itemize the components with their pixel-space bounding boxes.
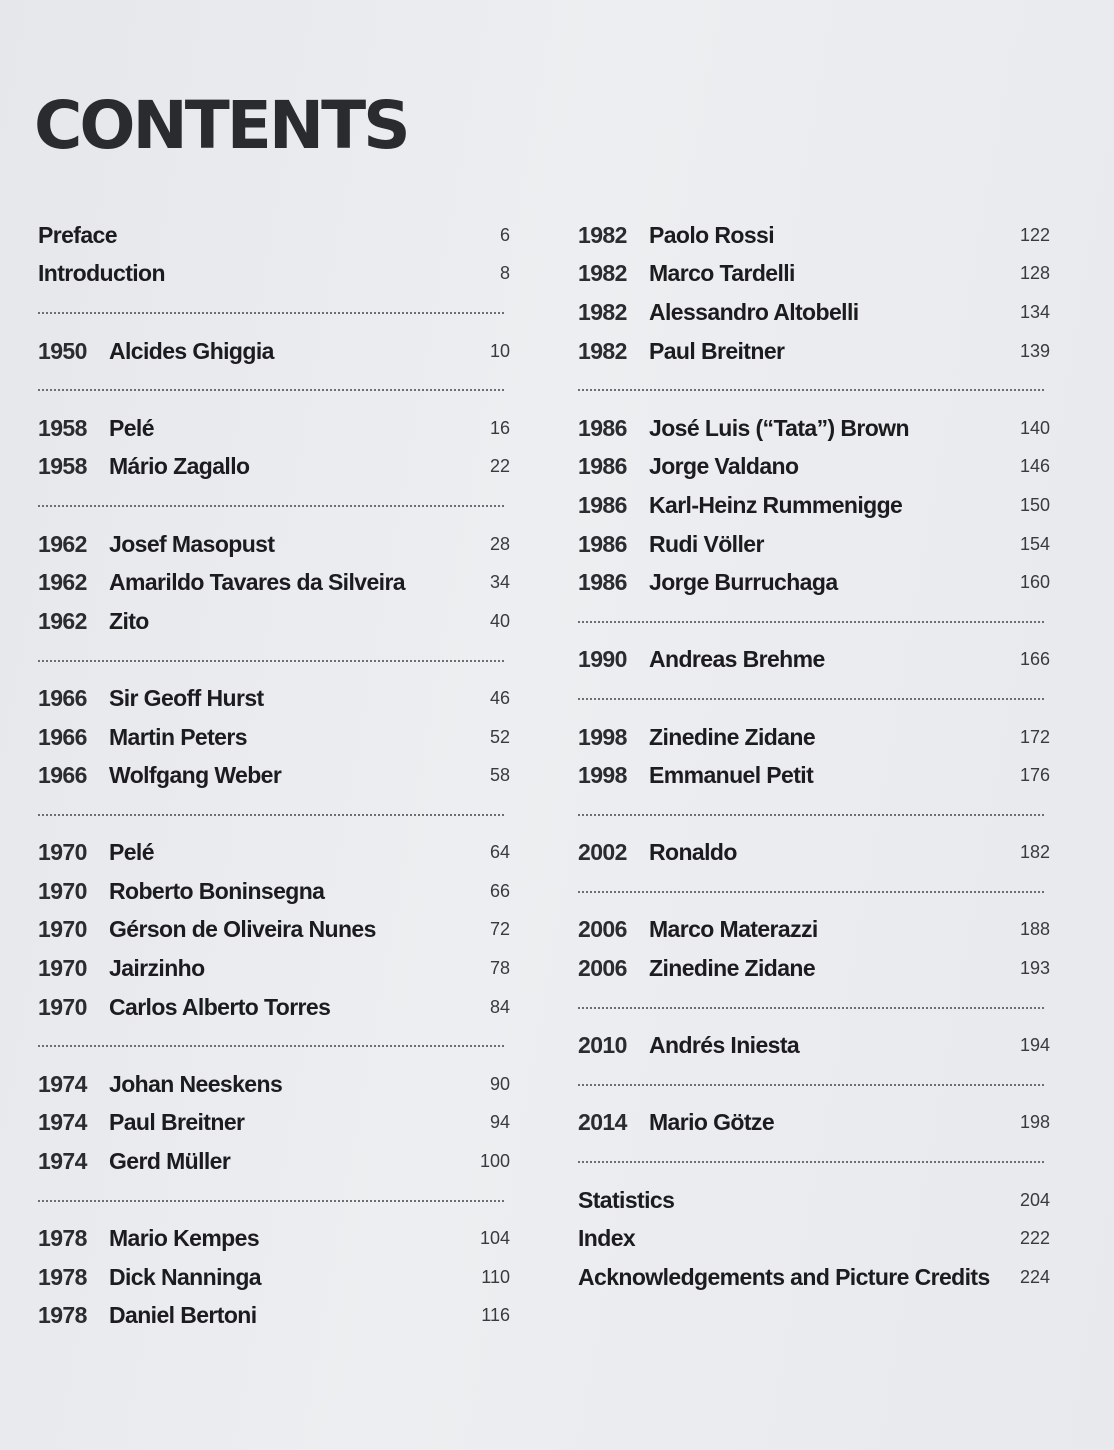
toc-entry[interactable] <box>578 949 1050 988</box>
entry-title: José Luis (“Tata”) Brown <box>649 414 909 441</box>
entry-title: Preface <box>38 221 117 248</box>
entry-year: 2014 <box>578 1109 627 1136</box>
entry-title: Acknowledgements and Picture Credits <box>578 1263 990 1290</box>
toc-entry[interactable] <box>578 911 1050 950</box>
page-title: CONTENTS <box>34 87 408 164</box>
toc-entry[interactable] <box>578 255 1050 294</box>
entry-year: 1970 <box>38 955 87 982</box>
dotted-divider <box>38 293 510 332</box>
entry-title: Marco Materazzi <box>649 916 818 943</box>
dotted-divider <box>578 795 1050 834</box>
entry-title: Sir Geoff Hurst <box>109 684 264 711</box>
entry-page-number: 66 <box>489 880 510 901</box>
toc-entry[interactable] <box>38 448 510 487</box>
entry-year: 1958 <box>38 453 87 480</box>
toc-entry[interactable] <box>578 641 1050 680</box>
entry-page-number: 46 <box>489 687 510 708</box>
entry-title: Daniel Bertoni <box>109 1302 257 1329</box>
entry-page-number: 122 <box>1019 224 1050 245</box>
entry-page-number: 154 <box>1019 533 1050 554</box>
entry-page-number: 84 <box>489 996 510 1017</box>
entry-page-number: 116 <box>481 1305 510 1326</box>
toc-entry[interactable] <box>38 255 510 294</box>
toc-entry[interactable] <box>578 332 1050 371</box>
entry-year: 1970 <box>38 916 87 943</box>
entry-title: Ronaldo <box>649 839 737 866</box>
entry-page-number: 6 <box>499 224 510 245</box>
entry-year: 1986 <box>578 530 627 557</box>
toc-entry[interactable] <box>578 409 1050 448</box>
entry-year: 1974 <box>38 1148 87 1175</box>
entry-year: 1978 <box>38 1225 87 1252</box>
dotted-divider <box>578 602 1050 641</box>
entry-title: Pelé <box>109 839 154 866</box>
entry-title: Dick Nanninga <box>109 1263 261 1290</box>
entry-year: 1978 <box>38 1263 87 1290</box>
entry-page-number: 34 <box>489 572 510 593</box>
dotted-divider <box>38 795 510 834</box>
entry-page-number: 40 <box>489 610 510 631</box>
dotted-divider <box>38 1181 510 1220</box>
entry-title: Gérson de Oliveira Nunes <box>109 916 376 943</box>
toc-entry[interactable] <box>38 949 510 988</box>
entry-title: Mário Zagallo <box>109 453 250 480</box>
entry-year: 2006 <box>578 916 627 943</box>
toc-entry[interactable] <box>38 1219 510 1258</box>
entry-page-number: 176 <box>1019 765 1050 786</box>
entry-title: Statistics <box>578 1186 675 1213</box>
dotted-divider <box>38 486 510 525</box>
toc-entry[interactable] <box>38 1142 510 1181</box>
dotted-divider <box>38 370 510 409</box>
entry-title: Introduction <box>38 260 165 287</box>
entry-year: 1998 <box>578 762 627 789</box>
entry-title: Alessandro Altobelli <box>649 298 859 325</box>
entry-page-number: 198 <box>1019 1112 1050 1133</box>
entry-year: 1962 <box>38 530 87 557</box>
entry-year: 1986 <box>578 569 627 596</box>
entry-year: 1982 <box>578 298 627 325</box>
entry-title: Jairzinho <box>109 955 205 982</box>
toc-entry[interactable] <box>578 486 1050 525</box>
entry-year: 2010 <box>578 1032 627 1059</box>
toc-entry[interactable] <box>578 525 1050 564</box>
entry-page-number: 193 <box>1019 958 1050 979</box>
entry-year: 1986 <box>578 453 627 480</box>
entry-title: Alcides Ghiggia <box>109 337 274 364</box>
entry-year: 1962 <box>38 569 87 596</box>
entry-page-number: 146 <box>1019 456 1050 477</box>
entry-page-number: 166 <box>1019 649 1050 670</box>
entry-page-number: 110 <box>481 1266 510 1287</box>
entry-page-number: 134 <box>1019 301 1050 322</box>
entry-title: Zito <box>109 607 149 634</box>
entry-title: Josef Masopust <box>109 530 275 557</box>
entry-page-number: 150 <box>1019 494 1050 515</box>
entry-title: Zinedine Zidane <box>649 723 816 750</box>
toc-entry[interactable] <box>578 834 1050 873</box>
dotted-divider <box>578 1065 1050 1104</box>
entry-year: 1970 <box>38 993 87 1020</box>
entry-page-number: 8 <box>499 263 510 284</box>
toc-entry[interactable] <box>38 563 510 602</box>
toc-entry[interactable] <box>38 332 510 371</box>
toc-entry[interactable] <box>578 1026 1050 1065</box>
entry-title: Andrés Iniesta <box>649 1032 800 1059</box>
entry-year: 1986 <box>578 414 627 441</box>
entry-year: 1986 <box>578 491 627 518</box>
entry-page-number: 204 <box>1019 1189 1050 1210</box>
toc-entry[interactable] <box>578 563 1050 602</box>
entry-year: 1982 <box>578 337 627 364</box>
entry-year: 2002 <box>578 839 627 866</box>
entry-page-number: 139 <box>1019 340 1050 361</box>
toc-entry[interactable] <box>38 872 510 911</box>
entry-title: Emmanuel Petit <box>649 762 814 789</box>
entry-page-number: 160 <box>1019 572 1050 593</box>
entry-page-number: 28 <box>489 533 510 554</box>
toc-entry[interactable] <box>38 911 510 950</box>
entry-title: Johan Neeskens <box>109 1070 283 1097</box>
entry-title: Wolfgang Weber <box>109 762 282 789</box>
toc-entry[interactable] <box>578 1258 1050 1297</box>
toc-entry[interactable] <box>578 293 1050 332</box>
entry-page-number: 16 <box>489 417 510 438</box>
entry-year: 1998 <box>578 723 627 750</box>
entry-year: 1974 <box>38 1070 87 1097</box>
entry-page-number: 194 <box>1019 1035 1050 1056</box>
entry-title: Pelé <box>109 414 154 441</box>
entry-year: 1966 <box>38 762 87 789</box>
toc-entry[interactable] <box>38 718 510 757</box>
toc-right-column <box>578 216 1050 1297</box>
entry-title: Marco Tardelli <box>649 260 795 287</box>
toc-entry[interactable] <box>38 1104 510 1143</box>
toc-entry[interactable] <box>578 1104 1050 1143</box>
dotted-divider <box>578 370 1050 409</box>
entry-year: 1982 <box>578 221 627 248</box>
entry-title: Index <box>578 1225 636 1252</box>
entry-year: 1978 <box>38 1302 87 1329</box>
entry-year: 2006 <box>578 955 627 982</box>
toc-entry[interactable] <box>578 1219 1050 1258</box>
toc-entry[interactable] <box>38 1297 510 1336</box>
entry-title: Rudi Völler <box>649 530 764 557</box>
toc-entry[interactable] <box>578 216 1050 255</box>
entry-year: 1966 <box>38 723 87 750</box>
entry-page-number: 224 <box>1019 1266 1050 1287</box>
entry-page-number: 90 <box>489 1073 510 1094</box>
entry-title: Mario Götze <box>649 1109 775 1136</box>
entry-year: 1958 <box>38 414 87 441</box>
toc-entry[interactable] <box>38 602 510 641</box>
entry-title: Andreas Brehme <box>649 646 825 673</box>
entry-page-number: 100 <box>479 1151 510 1172</box>
entry-page-number: 94 <box>489 1112 510 1133</box>
entry-title: Karl-Heinz Rummenigge <box>649 491 903 518</box>
toc-entry[interactable] <box>38 988 510 1027</box>
toc-entry[interactable] <box>38 679 510 718</box>
entry-title: Amarildo Tavares da Silveira <box>109 569 405 596</box>
entry-year: 1974 <box>38 1109 87 1136</box>
toc-entry[interactable] <box>38 1065 510 1104</box>
entry-title: Paul Breitner <box>109 1109 245 1136</box>
entry-title: Jorge Valdano <box>649 453 799 480</box>
entry-year: 1962 <box>38 607 87 634</box>
entry-year: 1950 <box>38 337 87 364</box>
entry-title: Gerd Müller <box>109 1148 231 1175</box>
entry-title: Mario Kempes <box>109 1225 260 1252</box>
entry-year: 1982 <box>578 260 627 287</box>
toc-entry[interactable] <box>578 1181 1050 1220</box>
entry-page-number: 188 <box>1019 919 1050 940</box>
toc-entry[interactable] <box>38 834 510 873</box>
dotted-divider <box>38 641 510 680</box>
entry-page-number: 58 <box>489 765 510 786</box>
entry-year: 1970 <box>38 877 87 904</box>
toc-entry[interactable] <box>38 1258 510 1297</box>
entry-year: 1970 <box>38 839 87 866</box>
entry-page-number: 52 <box>489 726 510 747</box>
toc-entry[interactable] <box>578 756 1050 795</box>
entry-title: Paul Breitner <box>649 337 785 364</box>
entry-page-number: 22 <box>489 456 510 477</box>
dotted-divider <box>578 1142 1050 1181</box>
toc-entry[interactable] <box>38 756 510 795</box>
entry-title: Carlos Alberto Torres <box>109 993 331 1020</box>
entry-title: Zinedine Zidane <box>649 955 816 982</box>
toc-entry[interactable] <box>38 409 510 448</box>
entry-page-number: 222 <box>1019 1228 1050 1249</box>
entry-title: Jorge Burruchaga <box>649 569 838 596</box>
toc-entry[interactable] <box>38 525 510 564</box>
entry-page-number: 172 <box>1019 726 1050 747</box>
toc-entry[interactable] <box>578 448 1050 487</box>
dotted-divider <box>38 1026 510 1065</box>
toc-entry[interactable] <box>38 216 510 255</box>
entry-year: 1966 <box>38 684 87 711</box>
entry-title: Martin Peters <box>109 723 247 750</box>
dotted-divider <box>578 988 1050 1027</box>
entry-page-number: 182 <box>1019 842 1050 863</box>
entry-page-number: 78 <box>489 958 510 979</box>
entry-title: Roberto Boninsegna <box>109 877 325 904</box>
toc-entry[interactable] <box>578 718 1050 757</box>
entry-page-number: 140 <box>1019 417 1050 438</box>
entry-page-number: 72 <box>489 919 510 940</box>
entry-page-number: 128 <box>1019 263 1050 284</box>
entry-year: 1990 <box>578 646 627 673</box>
dotted-divider <box>578 679 1050 718</box>
dotted-divider <box>578 872 1050 911</box>
toc-left-column <box>38 216 510 1335</box>
entry-page-number: 104 <box>479 1228 510 1249</box>
entry-title: Paolo Rossi <box>649 221 775 248</box>
entry-page-number: 10 <box>489 340 510 361</box>
entry-page-number: 64 <box>489 842 510 863</box>
